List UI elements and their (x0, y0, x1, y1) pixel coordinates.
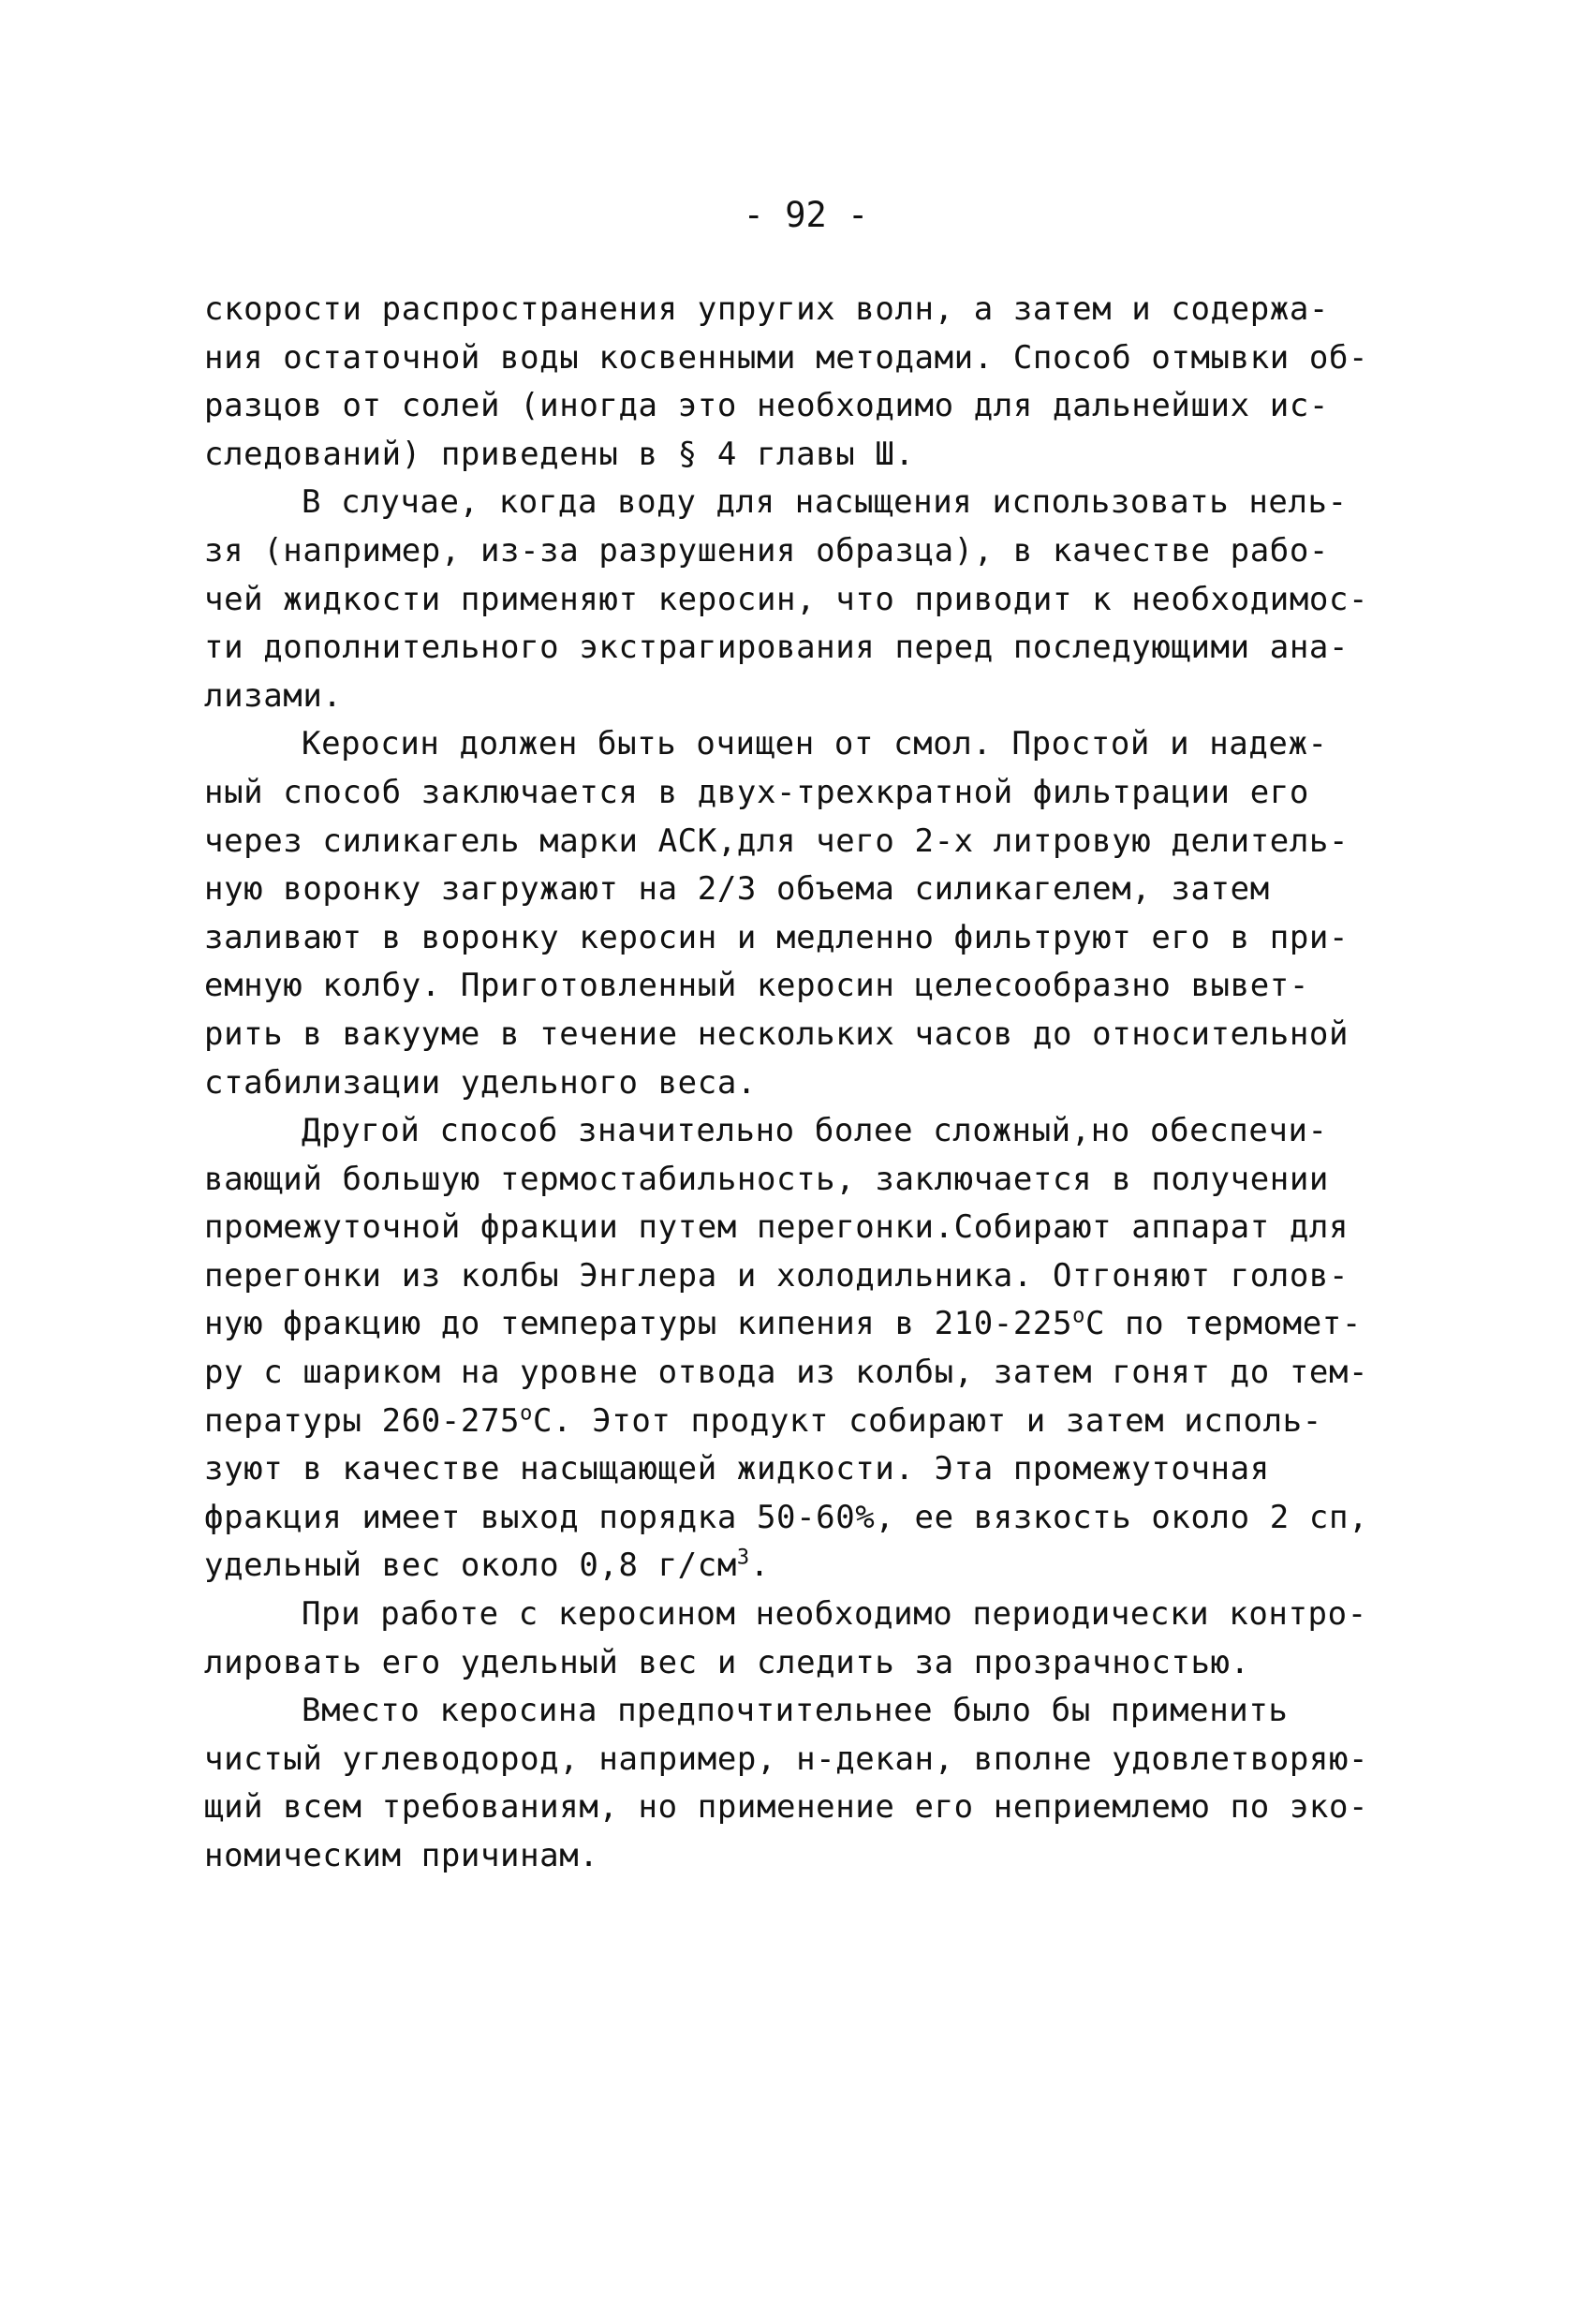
text-line: зуют в качестве насыщающей жидкости. Эта промежуточная (204, 1450, 1270, 1488)
text-line: ный способ заключается в двух-трехкратной фильтрации его (204, 773, 1309, 811)
text-segment: ную фракцию до температуры кипения в 210-225 (204, 1305, 1073, 1343)
text-segment: . (749, 1547, 770, 1585)
text-segment: С. Этот продукт собирают и затем исполь- (532, 1401, 1322, 1440)
text-segment: удельный вес около 0,8 г/см (204, 1547, 737, 1585)
text-line: перегонки из колбы Энглера и холодильника. Отгоняют голов- (204, 1256, 1350, 1295)
text-line: заливают в воронку керосин и медленно фильтруют его в при- (204, 918, 1350, 956)
paragraph-first-line: Керосин должен быть очищен от смол. Простой и надеж- (302, 725, 1328, 763)
text-line: через силикагель марки АСК,для чего 2-х литровую делитель- (204, 822, 1350, 860)
text-line: номическим причинам. (204, 1837, 599, 1874)
paragraph-first-line: Вместо керосина предпочтительнее было бы применить (302, 1692, 1289, 1730)
text-line: следований) приведены в § 4 главы Ш. (204, 435, 915, 473)
text-segment: С по термомет- (1084, 1305, 1362, 1343)
text-line: чей жидкости применяют керосин, что приводит к необходимос- (204, 580, 1369, 618)
text-line: ру с шариком на уровне отвода из колбы, затем гонят до тем- (204, 1354, 1369, 1392)
paragraph-first-line: При работе с керосином необходимо периодически контро- (302, 1595, 1367, 1634)
text-line: скорости распространения упругих волн, а затем и содержа- (204, 290, 1329, 328)
body-text (204, 286, 1422, 1881)
text-line: ти дополнительного экстрагирования перед последующими ана- (204, 629, 1350, 667)
text-line: щий всем требованиям, но применение его неприемлемо по эко- (204, 1788, 1369, 1827)
text-line: рить в вакууме в течение нескольких часов до относительной (204, 1014, 1350, 1053)
text-line: ния остаточной воды косвенными методами. Способ отмывки об- (204, 338, 1369, 377)
text-line: промежуточной фракции путем перегонки.Собирают аппарат для (204, 1208, 1350, 1247)
paragraph-first-line: Другой способ значительно более сложный,но обеспечи- (302, 1112, 1328, 1150)
cubic-superscript: 3 (736, 1547, 750, 1571)
text-line: чистый углеводород, например, н-декан, вполне удовлетворяю- (204, 1739, 1369, 1778)
text-line: лизами. (204, 676, 343, 715)
text-line: разцов от солей (иногда это необходимо для дальнейших ис- (204, 387, 1329, 425)
text-line: фракция имеет выход порядка 50-60%, ее вязкость около 2 сп, (204, 1498, 1369, 1536)
text-line: вающий большую термостабильность, заключается в получении (204, 1160, 1329, 1198)
paragraph-first-line: В случае, когда воду для насыщения использовать нель- (302, 483, 1348, 522)
text-line: стабилизации удельного веса. (204, 1063, 757, 1102)
degree-superscript: о (1072, 1305, 1085, 1329)
text-line-with-superscript (204, 1398, 1422, 1446)
text-segment: пературы 260-275 (204, 1401, 521, 1440)
text-line: лировать его удельный вес и следить за прозрачностью. (204, 1643, 1250, 1681)
text-line: зя (например, из-за разрушения образца), в качестве рабо- (204, 531, 1329, 570)
page-number: - 92 - (743, 195, 869, 235)
text-line: ную воронку загружают на 2/3 объема силикагелем, затем (204, 870, 1270, 909)
text-line-with-superscript (204, 1300, 1422, 1349)
text-line-with-superscript (204, 1542, 1422, 1591)
degree-superscript: о (520, 1401, 533, 1426)
text-line: емную колбу. Приготовленный керосин целесообразно вывет- (204, 967, 1309, 1005)
